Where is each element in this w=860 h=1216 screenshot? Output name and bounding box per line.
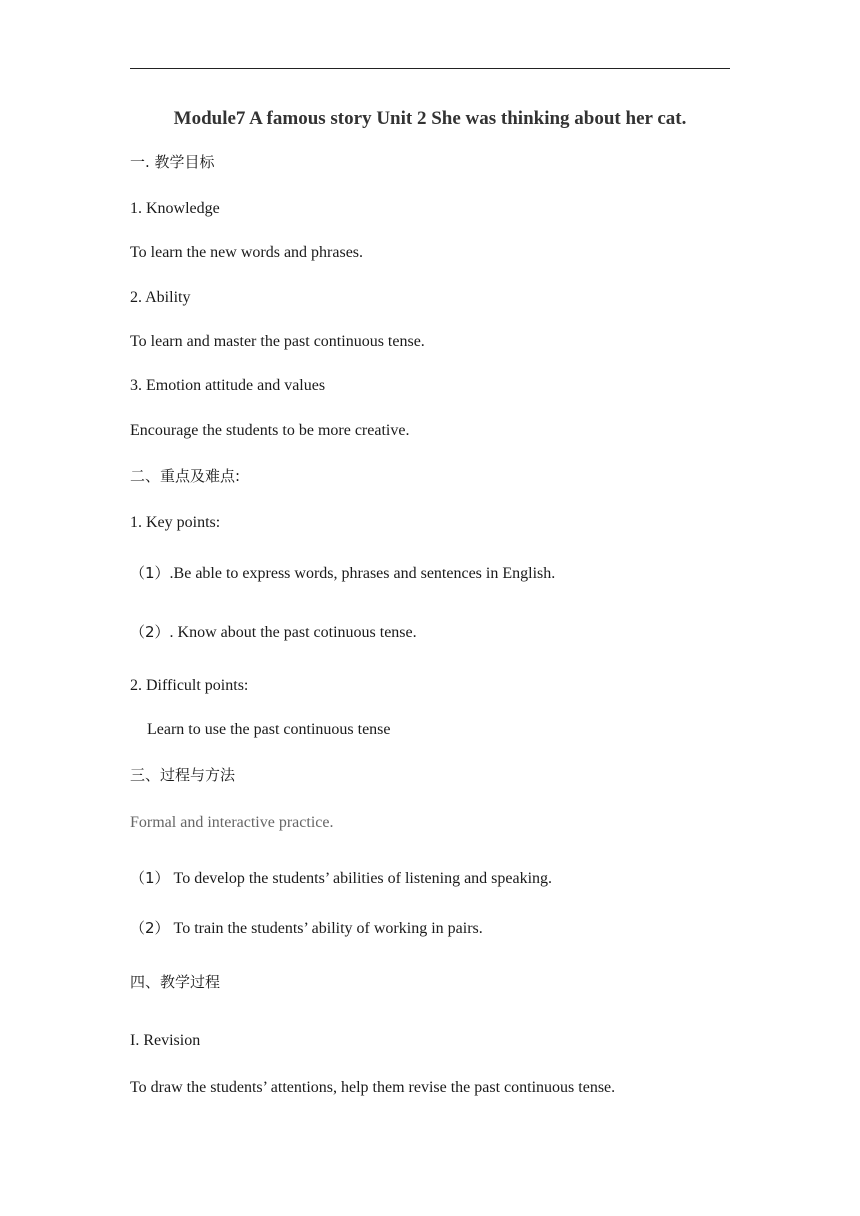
key-point-2 [130, 622, 417, 643]
section-4-heading: 四、教学过程 [130, 973, 221, 991]
key-point-2-number: （2） [130, 623, 170, 641]
section-2-heading: 二、重点及难点: [130, 467, 241, 485]
header-rule [130, 68, 730, 69]
revision-text: To draw the students’ attentions, help them revise the past continuous tense. [130, 1079, 616, 1096]
key-points-heading: 1. Key points: [130, 514, 221, 531]
document-title: Module7 A famous story Unit 2 She was thinking about her cat. [173, 108, 687, 129]
method-item-2-number: （2） [130, 919, 170, 937]
method-item-1 [130, 868, 552, 889]
emotion-text: Encourage the students to be more creative. [130, 422, 410, 439]
method-item-1-number: （1） [130, 869, 170, 887]
key-point-1-text: .Be able to express words, phrases and sentences in English. [169, 565, 556, 582]
key-point-2-text: . Know about the past cotinuous tense. [169, 624, 417, 641]
difficult-points-text: Learn to use the past continuous tense [147, 721, 391, 738]
key-point-1-number: （1） [130, 564, 170, 582]
ability-heading: 2. Ability [130, 289, 191, 306]
section-1-heading: 一. 教学目标 [130, 153, 215, 171]
method-item-2 [130, 918, 483, 939]
key-point-1 [130, 563, 555, 584]
emotion-heading: 3. Emotion attitude and values [130, 377, 326, 394]
difficult-points-heading: 2. Difficult points: [130, 677, 249, 694]
method-item-1-text: To develop the students’ abilities of listening and speaking. [173, 870, 553, 887]
knowledge-text: To learn the new words and phrases. [130, 244, 364, 261]
section-3-heading: 三、过程与方法 [130, 766, 236, 784]
ability-text: To learn and master the past continuous tense. [130, 333, 425, 350]
method-item-2-text: To train the students’ ability of working in pairs. [173, 920, 483, 937]
revision-heading: I. Revision [130, 1032, 201, 1049]
method-text: Formal and interactive practice. [130, 814, 334, 831]
knowledge-heading: 1. Knowledge [130, 200, 220, 217]
